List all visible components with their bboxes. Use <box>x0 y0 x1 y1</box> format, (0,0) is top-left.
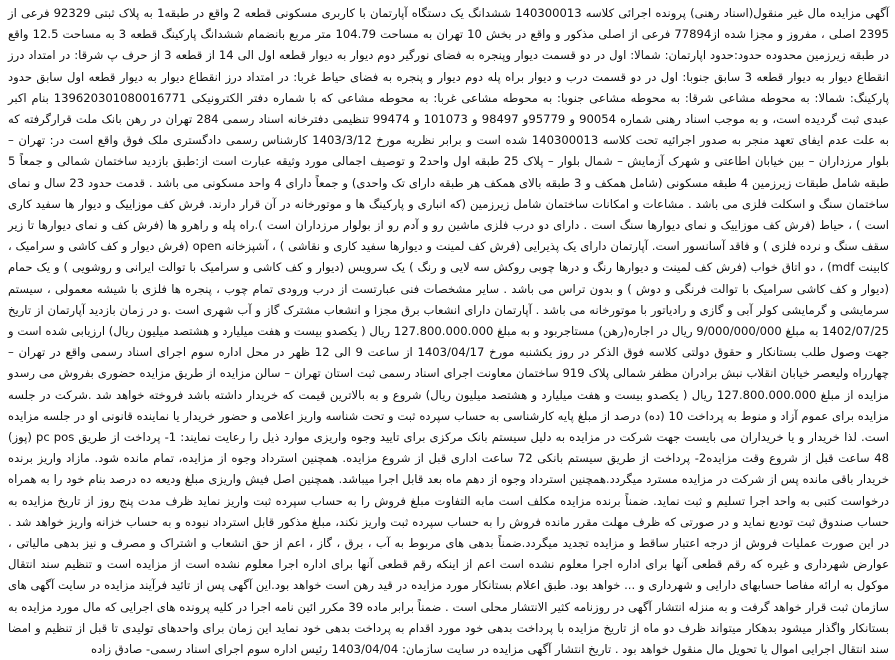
notice-body-text: آگهی مزایده مال غیر منقول(اسناد رهنی) پرونده اجرائی کلاسه 140300013 ششدانگ یک دستگاه آپارتمان با کاربری مسکونی قطعه 2 واقع در طبقه1 به پلاک ثبتی 92329 فرعی از 2395 اصلی ، مفروز و مجزا شده از77894 فرعی از اصلی مذکور و واقع در بخش 10 تهران به مساحت 104.79 متر مربع بانضمام ششدانگ پارکینگ قطعه 3 به مساحت 12.5 واقع در طبقه زیرزمین محدوده حدود:حدود اپارتمان: شمالا: اول در دو قسمت دیوار وپنجره به فضای نورگیر دوم دیوار به دیوار قطعه اول الی 14 از قطعه 3 از حرف پ شرقا: در امتداد درز انقطاع دیوار به دیوار قطعه 3 سابق جنوبا: اول در دو قسمت درب و دیوار براه پله دوم دیوار و پنجره به فضای حیاط غربا: در امتداد درز انقطاع دیوار به دیوار قطعه اول سابق حدود پارکینگ: شمالا: به محوطه مشاعی شرقا: به محوطه مشاعی جنوبا: به محوطه مشاعی غربا: به محوطه مشاعی که با شماره دفتر الکترونیکی 139620301080016771 بنام اکبر عبدی ثبت گردیده است، و به موجب اسناد رهنی شماره 90054 و 95779و 98497 و 101073 و 99474 تنظیمی دفترخانه اسناد رسمی 284 تهران در رهن بانک ملت قرارگرفته که به علت عدم ایفای تعهد منجر به صدور اجرائیه تحت کلاسه 140300013 شده است و برابر نظریه مورخ 1403/3/12 کارشناس رسمی دادگستری ملک فوق واقع است در: تهران – بلوار مرزداران – بین خیابان اطاعتی و شهرک آزمایش – شمال بلوار – پلاک 25 طبقه اول واحد2 و توصیف اجمالی مورد وثیقه عبارت است از:طبق بازدید ساختمان شمالی و جمعاً 5 طبقه شامل طبقات زیرزمین 4 طبقه مسکونی (شامل همکف و 3 طبقه بالای همکف هر طبقه دارای تک واحدی) و جمعاً دارای 4 واحد مسکونی می باشد . قدمت حدود 23 سال و نمای ساختمان سنگ و اسکلت فلزی می باشد . مشاعات و امکانات ساختمان شامل زیرزمین (که انباری و پارکینگ ها و موتورخانه در آن قرار دارند. فرش کف موزاییک و دیوار ها سفید کاری است ) ، حیاط (فرش کف موزاییک و نمای دیوارها سنگ است . دارای دو درب فلزی ماشین رو و آدم رو از بولوار مرزداران است ).راه پله و راهرو ها (فرش کف و نمای دیوارها تا زیر سقف سنگ و نرده فلزی ) و فاقد آسانسور است. آپارتمان دارای یک پذیرایی (فرش کف لمینت و دیوارها سفید کاری و نقاشی ) ، آشپزخانه open (فرش دیوار و کف کاشی و سرامیک ، کابینت mdf) ، دو اتاق خواب (فرش کف لمینت و دیوارها رنگ و درها چوبی روکش سه لایی و رنگ ) یک سرویس (دیوار و کف کاشی و سرامیک با توالت ایرانی و روشویی ) و یک حمام (دیوار و کف کاشی سرامیک با توالت فرنگی و دوش ) و بدون تراس می باشد . سایر مشخصات فنی عبارتست از درب ورودی تمام چوب ، پنجره ها فلزی با شیشه معمولی ، سیستم سرمایشی و گرمایشی کولر آبی و گازی و رادیاتور با موتورخانه می باشد . آپارتمان دارای انشعاب برق مجزا و انشعاب مشترک گاز و آب شهری است .و در زمان بازدید آپارتمان از تاریخ 1402/07/25 به مبلغ 9/000/000/000 ریال در اجاره(رهن) مستاجربود و به مبلغ 127.800.000.000 ریال ( یکصدو بیست و هفت میلیارد و هشتصد میلیون ریال) ارزیابی شده است و جهت وصول طلب بستانکار و حقوق دولتی کلاسه فوق الذکر در روز یکشنبه مورخ 1403/04/17 از ساعت 9 الی 12 ظهر در محل اداره سوم اجرای اسناد رسمی واقع در تهران – چهارراه ولیعصر خیابان انقلاب نبش برادران مظفر شمالی پلاک 919 ساختمان معاونت اجرای اسناد رسمی ثبت استان تهران – سالن مزایده از طریق مزایده حضوری بفروش می رسدو مزایده از مبلغ 127.800.000.000 ریال ( یکصدو بیست و هفت میلیارد و هشتصد میلیون ریال) شروع و به بالاترین قیمت که خریدار داشته باشد فروخته خواهد شد .شرکت در جلسه مزایده برای عموم آزاد و منوط به پرداخت 10 (ده) درصد از مبلغ پایه کارشناسی به حساب سپرده ثبت و تحت شناسه واریز اعلامی و حضور خریدار یا نماینده قانونی او در جلسه مزایده است. لذا خریدار و یا خریداران می بایست جهت شرکت در مزایده به دلیل سیستم بانک مرکزی برای تایید وجوه واریزی موارد ذیل را رعایت نمایند: 1- پرداخت از طریق pc pos (پوز) 48 ساعت قبل از شروع وقت مزایده2- پرداخت از طریق سیستم بانکی 72 ساعت اداری قبل از شروع مزایده. همچنین استرداد وجوه از مزایده، تمام مانده شود. مازاد واریز برنده خریدار باقی مانده پس از شرکت در مزایده مسترد میگردد.همچنین استرداد وجوه از دهم ماه بعد قابل اجرا میباشد. همچنین اصل فیش واریزی مبلغ ودیعه ده درصد بنام خود را به همراه درخواست کتبی به واحد اجرا تسلیم و ثبت نماید. ضمناً برنده مزایده مکلف است مابه التفاوت مبلغ فروش را به حساب سپرده ثبت واریز نماید ظرف مدت پنج روز از تاریخ مزایده به حساب صندوق ثبت تودیع نماید و در صورتی که ظرف مهلت مقرر مانده فروش را به حساب سپرده ثبت واریز نکند، مبلغ مذکور قابل استرداد نبوده و به حساب خزانه واریز خواهد شد . در این صورت عملیات فروش از درجه اعتبار ساقط و مزایده تجدید میگردد.ضمناً بدهی های مربوط به آب ، برق ، گاز ، اعم از حق انشعاب و اشتراک و مصرف و نیز بدهی مالیاتی ، عوارض شهرداری و غیره که رقم قطعی آنها برای اداره اجرا معلوم نشده است اعم از اینکه رقم قطعی آنها برای اداره اجرا معلوم نشده است از مزایده است و تنظیم سند انتقال موکول به ارائه مفاصا حسابهای دارایی و شهرداری و ... خواهد بود. طبق اعلام بستانکار مورد مزایده در قید رهن است خواهد بود.این آگهی پس از تائید فرآیند مزایده در سایت آگهی های سازمان ثبت قرار خواهد گرفت و به منزله انتشار آگهی در روزنامه کثیر الانتشار محلی است . ضمناً برابر ماده 39 مکرر ائین نامه اجرا در کلیه پرونده های اجرایی که مال مورد مزایده به بستانکار واگذار میشود بدهکار میتواند ظرف دو ماه از تاریخ مزایده با پرداخت بدهی خود مورد اقدام به پرداخت بدهی خود نماید این زمان برای واحدهای تولیدی تا قبل از تنظیم و امضا سند انتقال اجرایی اموال یا تحویل مال منقول خواهد بود . تاریخ انتشار آگهی مزایده در سایت سازمان: 1403/04/04 رئیس اداره سوم اجرای اسناد رسمی- صادق زاده <box>8 6 890 657</box>
